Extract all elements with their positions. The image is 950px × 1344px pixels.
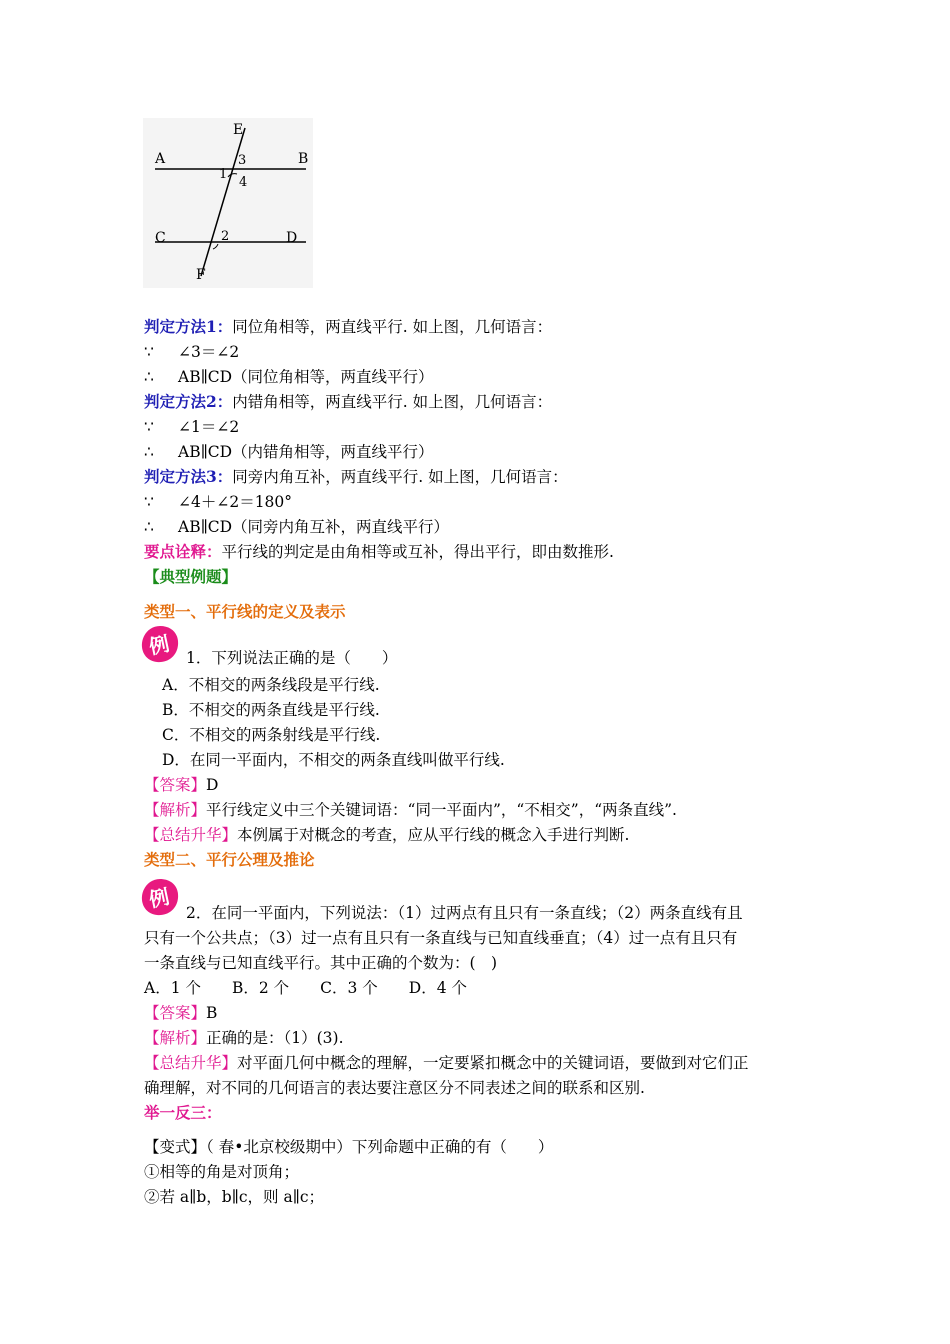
method-3-label: 判定方法3：: [144, 467, 233, 486]
label-angle-4: 4: [239, 175, 248, 190]
question-2-options: A．1 个 B．2 个 C．3 个 D．4 个: [144, 979, 468, 997]
key-point-label: 要点诠释：: [144, 542, 222, 561]
method-3-therefore: ∴ AB∥CD（同旁内角互补，两直线平行）: [144, 518, 450, 536]
label-a: A: [155, 151, 166, 167]
question-1-stem: 1．下列说法正确的是（ ）: [186, 649, 398, 667]
method-1-therefore: ∴ AB∥CD（同位角相等，两直线平行）: [144, 368, 434, 386]
method-2-therefore: ∴ AB∥CD（内错角相等，两直线平行）: [144, 443, 434, 461]
question-2-analysis: 【解析】正确的是：（1）(3).: [144, 1029, 344, 1047]
question-1-answer: 【答案】D: [144, 776, 219, 794]
question-1-option-c: C．不相交的两条射线是平行线.: [162, 726, 381, 744]
variant-stem: 【变式】（ 春•北京校级期中）下列命题中正确的有（ ）: [144, 1138, 554, 1156]
method-1-because: ∵ ∠3＝∠2: [144, 343, 240, 361]
label-d: D: [286, 230, 298, 246]
examples-heading: 【典型例题】: [144, 567, 238, 586]
label-angle-1: 1: [219, 167, 228, 182]
method-2-because: ∵ ∠1＝∠2: [144, 418, 240, 436]
method-1: [144, 317, 552, 337]
question-2-summary-line-1: 【总结升华】对平面几何中概念的理解，一定要紧扣概念中的关键词语，要做到对它们正: [144, 1054, 749, 1072]
method-3-text: 同旁内角互补，两直线平行. 如上图，几何语言：: [232, 468, 568, 486]
question-2-stem-line-1: 2．在同一平面内，下列说法：（1）过两点有且只有一条直线；（2）两条直线有且: [186, 904, 743, 922]
method-2: [144, 392, 552, 412]
type-1-heading: 类型一、平行线的定义及表示: [144, 602, 346, 621]
method-1-text: 同位角相等，两直线平行. 如上图，几何语言：: [232, 318, 553, 336]
question-2-answer: 【答案】B: [144, 1004, 218, 1022]
question-2-stem-line-2: 只有一个公共点；（3）过一点有且只有一条直线与已知直线垂直；（4）过一点有且只有: [144, 929, 738, 947]
label-f: F: [196, 267, 206, 283]
example-badge-icon: [140, 624, 180, 664]
key-point-text: 平行线的判定是由角相等或互补，得出平行，即由数推形.: [221, 543, 614, 561]
question-1-option-b: B．不相交的两条直线是平行线.: [162, 701, 380, 719]
method-2-label: 判定方法2：: [144, 392, 233, 411]
label-angle-2: 2: [221, 229, 230, 244]
question-1-option-a: A．不相交的两条线段是平行线.: [162, 676, 380, 694]
method-3-because: ∵ ∠4＋∠2＝180°: [144, 493, 293, 511]
type-2-heading: 类型二、平行公理及推论: [144, 850, 315, 869]
parallel-lines-figure: [143, 118, 313, 288]
practice-heading: 举一反三：: [144, 1103, 222, 1122]
method-1-label: 判定方法1：: [144, 317, 233, 336]
question-1-option-d: D．在同一平面内，不相交的两条直线叫做平行线.: [162, 751, 505, 769]
svg-text:例: 例: [146, 884, 172, 913]
example-badge-icon: [140, 877, 180, 917]
question-2-stem-line-3: 一条直线与已知直线平行。其中正确的个数为：( ): [144, 954, 498, 972]
method-2-text: 内错角相等，两直线平行. 如上图，几何语言：: [232, 393, 553, 411]
label-e: E: [233, 122, 244, 138]
key-point: [144, 542, 614, 562]
label-angle-3: 3: [238, 153, 247, 168]
svg-text:例: 例: [146, 631, 172, 660]
question-1-summary: 【总结升华】本例属于对概念的考查，应从平行线的概念入手进行判断.: [144, 826, 630, 844]
label-c: C: [155, 230, 166, 246]
question-1-analysis: 【解析】平行线定义中三个关键词语：“同一平面内”，“不相交”，“两条直线”.: [144, 801, 677, 819]
method-3: [144, 467, 568, 487]
question-2-summary-line-2: 确理解，对不同的几何语言的表达要注意区分不同表述之间的联系和区别.: [144, 1079, 645, 1097]
variant-item-2: ②若 a∥b，b∥c，则 a∥c；: [144, 1188, 325, 1206]
label-b: B: [298, 151, 309, 167]
variant-item-1: ①相等的角是对顶角；: [144, 1163, 300, 1181]
